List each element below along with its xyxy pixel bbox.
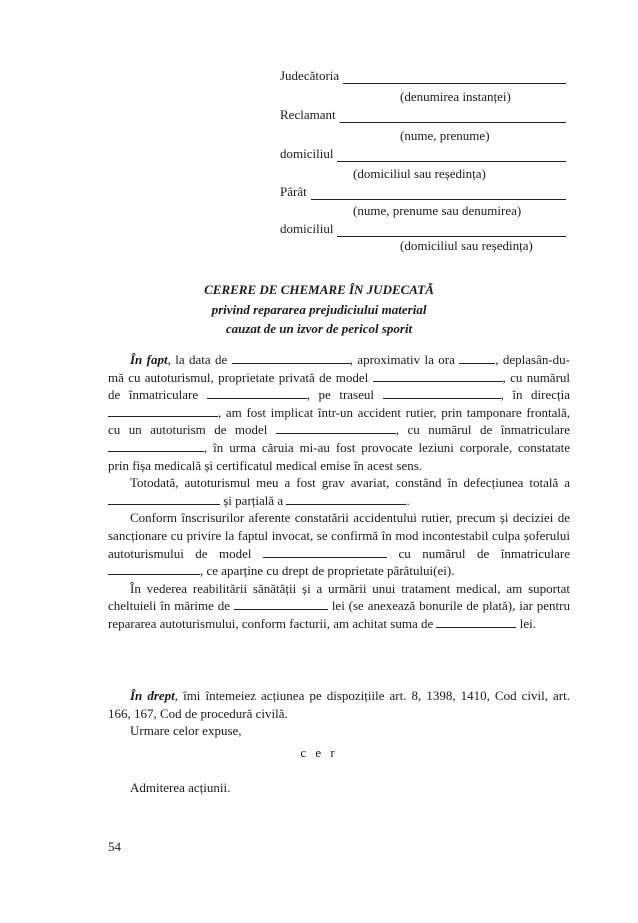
facts-lead: În fapt (130, 352, 168, 367)
facts-text: cu numărul de înmatriculare (398, 545, 571, 561)
document-title: CERERE DE CHEMARE ÎN JUDECATĂ (204, 282, 434, 297)
culprit-plate-number-blank (108, 563, 200, 575)
facts-paragraph-1 (108, 351, 570, 474)
facts-text: , cu numărul de înmatriculare (395, 422, 570, 438)
facts-paragraph-2 (108, 474, 570, 509)
document-subtitle-1: privind repararea prejudiciului material (211, 302, 427, 317)
facts-section (108, 351, 570, 633)
facts-text: și parțială a (223, 492, 284, 508)
court-caption: (denumirea instanței) (400, 89, 511, 104)
plate-number-blank (207, 387, 307, 399)
facts-text: , aproximativ la ora (349, 352, 455, 367)
facts-paragraph-3 (108, 509, 570, 579)
defendant-domicile-label: domiciliul (280, 221, 334, 236)
defendant-domicile-blank (337, 224, 566, 237)
hour-blank (459, 352, 495, 364)
defendant-domicile-field (280, 221, 580, 237)
direction-blank (108, 405, 218, 417)
facts-text: Conform înscrisurilor aferente constatării accidentului rutier, precum și deciziei de sancționare cu privire la faptul invocat, se confirmă în mod incontestabil culpa șoferului autoturismului de model (108, 510, 570, 561)
facts-text: , ce aparține cu drept de proprietate pârâtului(ei). (200, 563, 455, 579)
defendant-caption: (nume, prenume sau denumirea) (353, 203, 522, 218)
court-blank (343, 71, 566, 84)
facts-text: , la data de (167, 352, 228, 367)
partial-damage-blank (286, 493, 406, 505)
claimant-domicile-blank (337, 149, 566, 162)
facts-text: , am fost implicat într-un accident rutier, prin tamponare frontală, cu un autoturism de model (108, 404, 570, 438)
claimant-field (280, 107, 580, 123)
law-lead: În drept (130, 688, 175, 703)
facts-text: , deplasân-du-mă cu autoturismul, proprietate privată de model (108, 352, 570, 385)
facts-text: . (406, 492, 410, 508)
facts-paragraph-4 (108, 580, 570, 633)
facts-text: Totodată, autoturismul meu a fost grav avariat, constând în defecțiunea totală a (130, 475, 570, 491)
request-heading: c e r (300, 745, 338, 760)
route-blank (383, 387, 501, 399)
court-label: Judecătoria (280, 68, 340, 83)
facts-text: , în urma căruia mi-au fost provocate leziuni corporale, constatate prin fișa medicală și certificatul medical emise în acest sens. (108, 439, 570, 473)
claimant-blank (340, 110, 566, 123)
claimant-domicile-label: domiciliul (280, 146, 334, 161)
law-paragraph (108, 687, 570, 722)
claimant-domicile-field (280, 146, 580, 162)
document-subtitle-2: cauzat de un izvor de pericol sporit (225, 321, 413, 336)
date-blank (232, 352, 350, 364)
facts-text: , pe traseul (306, 387, 374, 403)
facts-text: , cu numărul de înmatriculare (108, 369, 571, 403)
facts-text: În vederea reabilitării sănătății și a urmării unui tratament medical, am suportat cheltuieli în mărime de (108, 580, 570, 614)
culprit-car-model-blank (263, 546, 387, 558)
defendant-label: Pârât (280, 184, 307, 199)
medical-costs-blank (234, 598, 328, 610)
defendant-domicile-caption: (domiciliul sau reședința) (400, 238, 533, 253)
claimant-domicile-caption: (domiciliul sau reședința) (353, 166, 486, 181)
claimant-label: Reclamant (280, 107, 336, 122)
other-car-model-blank (276, 422, 396, 434)
other-plate-number-blank (108, 440, 204, 452)
facts-text: lei (se anexează bonurile de plată), iar pentru repararea autoturismului, conform facturii, am achitat suma de (108, 598, 571, 631)
consequence-paragraph: Urmare celor expuse, (130, 723, 242, 739)
facts-text: , în direcția (500, 387, 571, 403)
total-damage-blank (108, 493, 220, 505)
page-number: 54 (108, 839, 121, 854)
defendant-blank (311, 187, 566, 200)
court-field (280, 68, 580, 84)
repair-costs-blank (436, 616, 516, 628)
defendant-field (280, 184, 580, 200)
law-text: , îmi întemeiez acțiunea pe dispozițiile art. 8, 1398, 1410, Cod civil, art. 166, 167, Cod de procedură civilă. (108, 688, 570, 721)
law-section (108, 687, 570, 740)
car-model-blank (373, 370, 503, 382)
admission-request: Admiterea acțiunii. (130, 780, 231, 795)
claimant-caption: (nume, prenume) (400, 128, 490, 143)
facts-text: lei. (519, 615, 536, 631)
